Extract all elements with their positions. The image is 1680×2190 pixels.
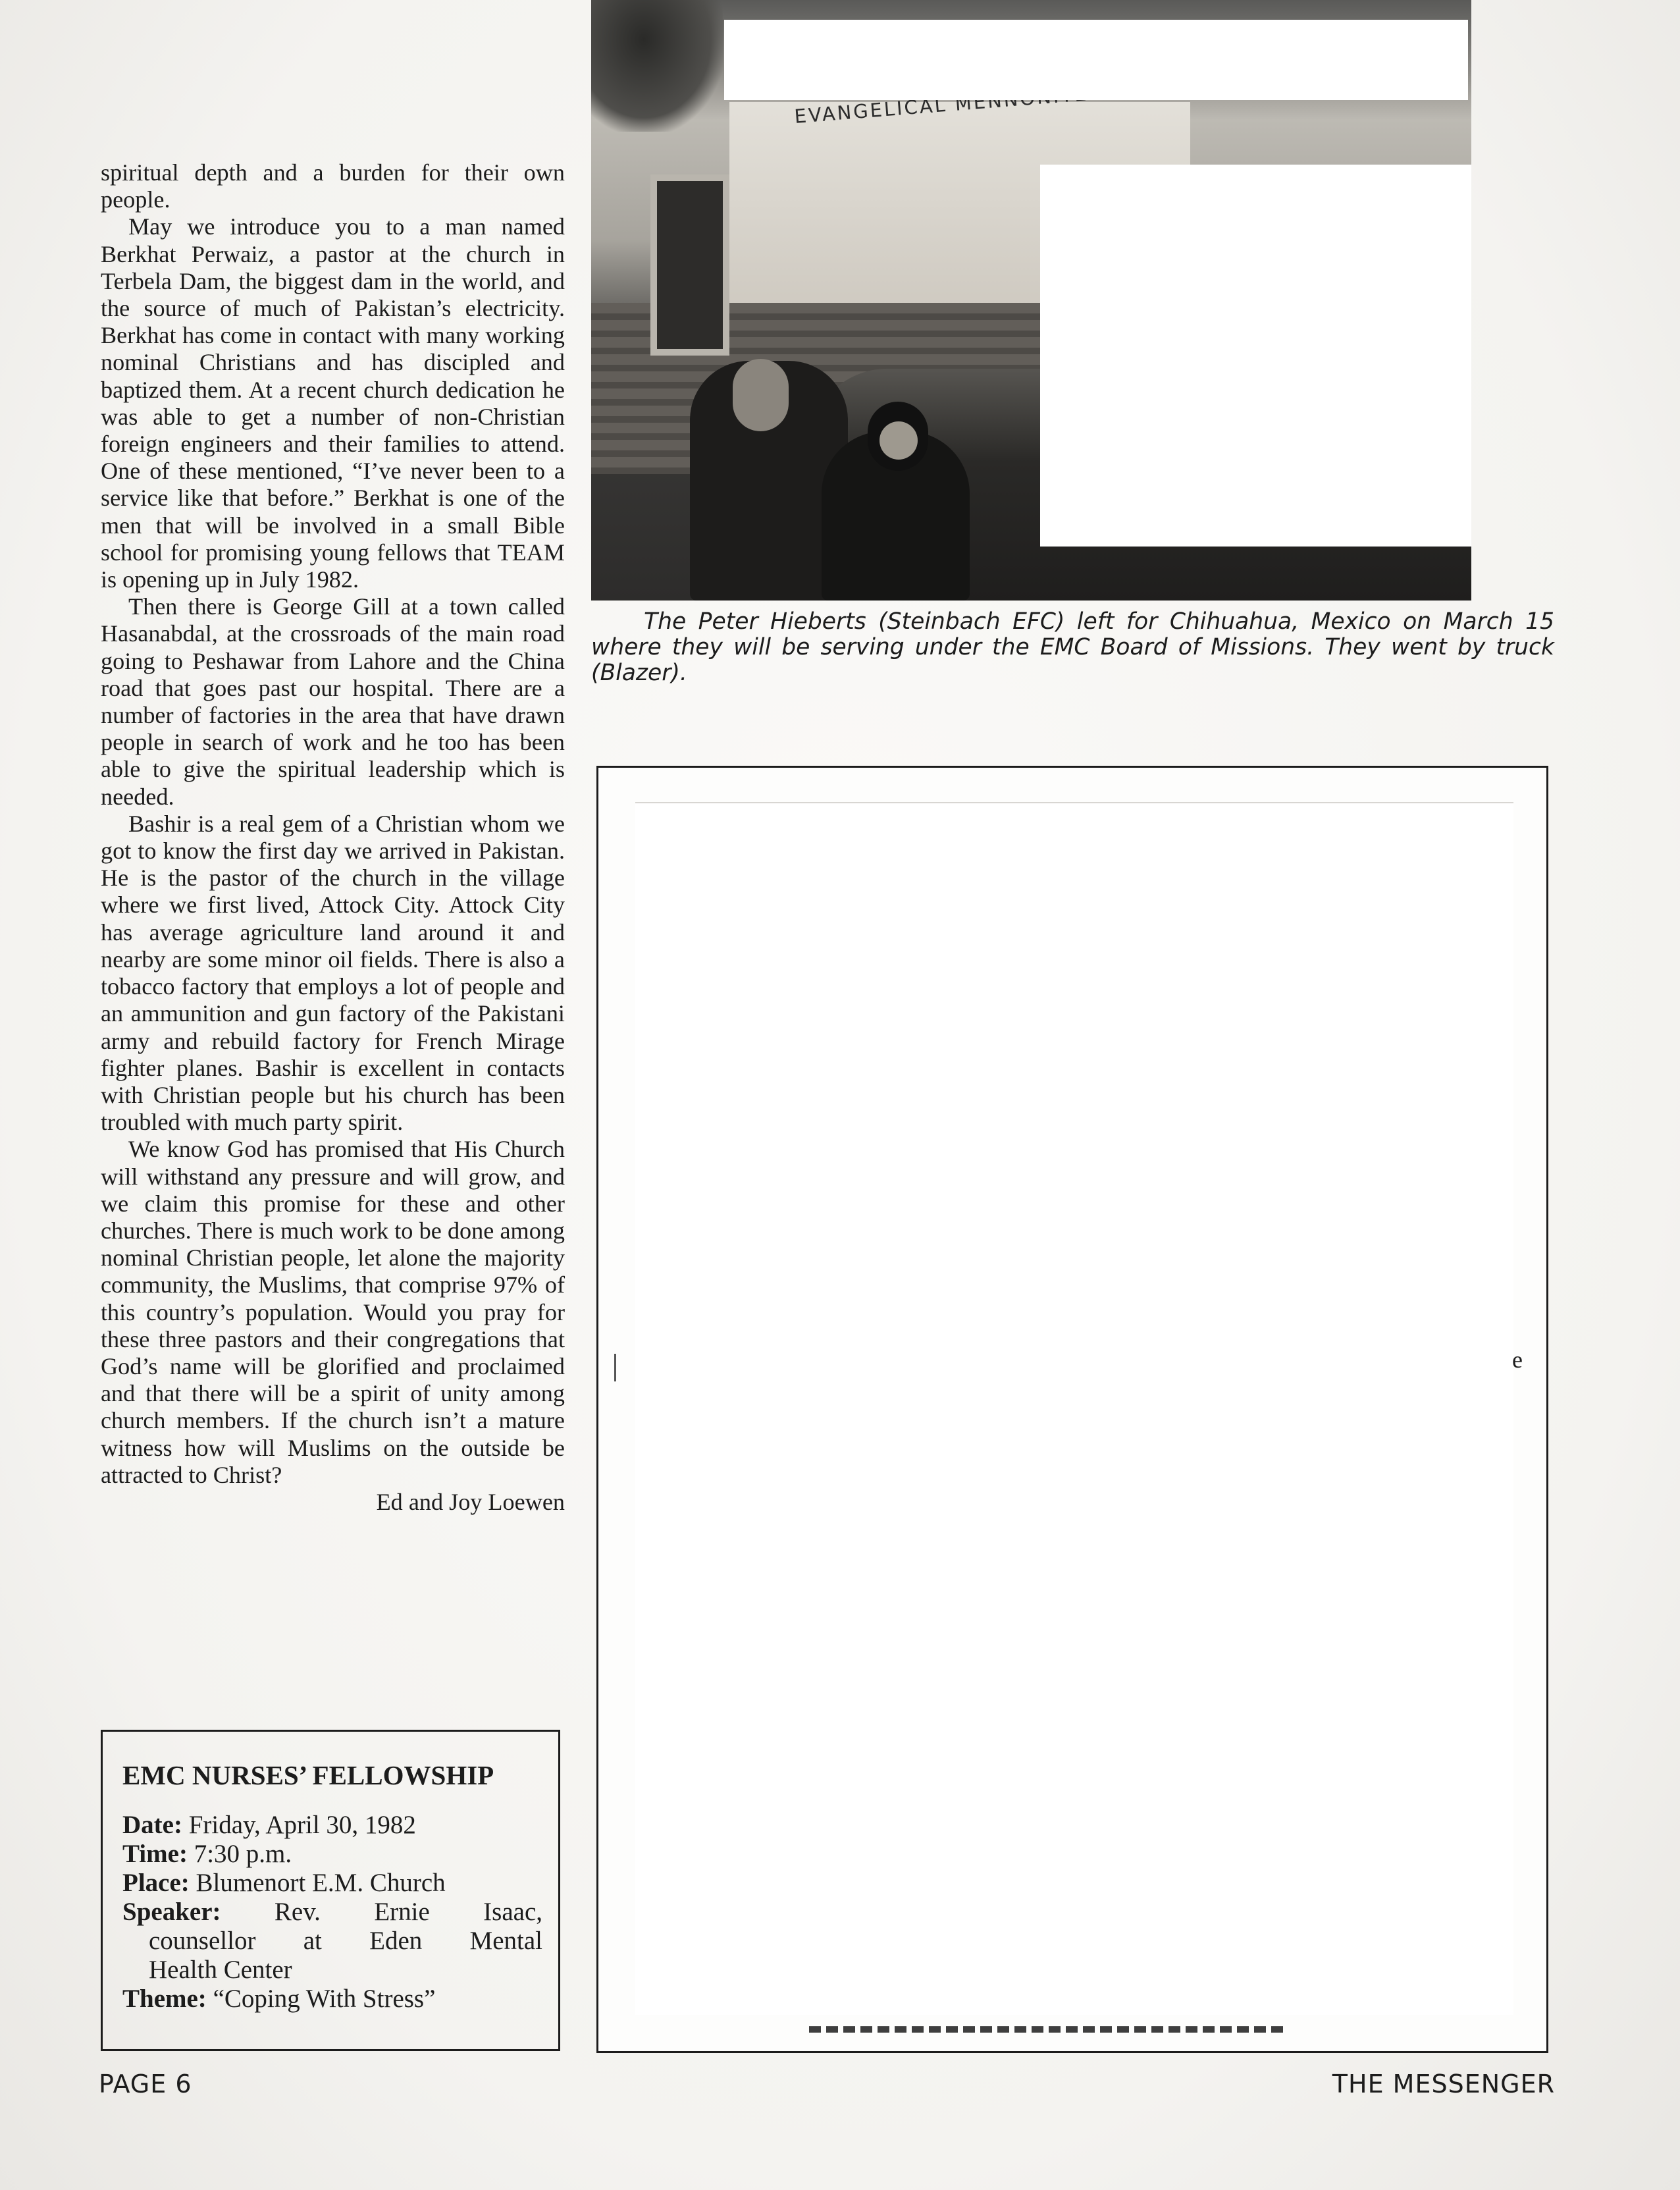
nurses-speaker-row	[122, 1898, 542, 1927]
date-label: Date:	[122, 1811, 182, 1839]
article-paragraph: Then there is George Gill at a town called Hasanabdal, at the crossroads of the main road going to Peshawar from Lahore and the China road that goes past our hospital. There are a number of factories in the area that have drawn people in search of work and he too has been able to give the spiritual leadership which is needed.	[101, 593, 565, 810]
building-window	[650, 174, 729, 356]
woman-face	[879, 421, 918, 460]
nurses-date-row	[122, 1811, 542, 1840]
place-label: Place:	[122, 1869, 190, 1897]
nurses-title: EMC NURSES’ FELLOWSHIP	[122, 1760, 494, 1790]
man-head	[733, 359, 789, 431]
place-value: Blumenort E.M. Church	[196, 1869, 446, 1897]
redaction-block	[635, 802, 1513, 2015]
article-paragraph: Bashir is a real gem of a Christian whom we got to know the first day we arrived in Pakistan. He is the pastor of the church in the village where we first lived, Attock City. Attock City has average agriculture land around it and nearby are some minor oil fields. There is also a tobacco factory that employs a lot of people and an ammunition and gun factory of the Pakistani army and rebuild factory for French Mirage fighter planes. Bashir is excellent in contacts with Christian people but his church has been troubled with much party spirit.	[101, 810, 565, 1136]
time-value: 7:30 p.m.	[194, 1840, 292, 1868]
speaker-line-1: Rev. Ernie Isaac,	[274, 1898, 543, 1926]
page-number: PAGE 6	[99, 2070, 192, 2098]
theme-value: “Coping With Stress”	[213, 1985, 436, 2013]
stray-text: e	[1512, 1347, 1523, 1373]
time-label: Time:	[122, 1840, 188, 1868]
display-photo-box	[596, 766, 1548, 2053]
nurses-fellowship-box	[101, 1730, 560, 2051]
cut-off-caption-fragment	[809, 2021, 1283, 2033]
date-value: Friday, April 30, 1982	[188, 1811, 416, 1839]
article-paragraph: We know God has promised that His Church will withstand any pressure and will grow, and we claim this promise for these and other churches. There is much work to be done among nominal Christian people, let alone the majority community, the Muslims, that comprise 97% of this country’s population. Would you pray for these three pastors and their congregations that God’s name will be glorified and proclaimed and that there will be a spirit of unity among church members. If the church isn’t a mature witness how will Muslims on the outside be attracted to Christ?	[101, 1136, 565, 1488]
publication-name: THE MESSENGER	[1332, 2070, 1555, 2098]
speaker-line-2: counsellor at Eden Mental	[149, 1927, 542, 1955]
article-paragraph: spiritual depth and a burden for their own people.	[101, 159, 565, 213]
stray-mark	[614, 1354, 616, 1381]
speaker-label: Speaker:	[122, 1898, 221, 1926]
speaker-line-3: Health Center	[149, 1956, 292, 1984]
theme-label: Theme:	[122, 1985, 207, 2013]
redaction-block	[724, 20, 1468, 100]
article-paragraph: May we introduce you to a man named Berkhat Perwaiz, a pastor at the church in Terbela Dam, the biggest dam in the world, and the source of much of Pakistan’s electricity. Berkhat has come in contact with many working nominal Christians and has discipled and baptized them. At a recent church dedication he was able to get a number of non-Christian foreign engineers and their families to attend. One of these mentioned, “I’ve never been to a service like that before.” Berkhat is one of the men that will be involved in a small Bible school for promising young fellows that TEAM is opening up in July 1982.	[101, 213, 565, 593]
article-signature: Ed and Joy Loewen	[376, 1488, 565, 1515]
nurses-theme-row	[122, 1985, 542, 2014]
redaction-block	[1040, 165, 1471, 547]
nurses-time-row	[122, 1840, 542, 1869]
tree	[591, 0, 723, 132]
photo-caption	[591, 609, 1554, 686]
article-column	[101, 159, 565, 1516]
nurses-place-row	[122, 1869, 542, 1898]
photo-caption-text: The Peter Hieberts (Steinbach EFC) left for Chihuahua, Mexico on March 15 where they will be serving under the EMC Board of Missions. They went by truck (Blazer).	[591, 608, 1554, 686]
hieberts-photo	[591, 0, 1471, 601]
